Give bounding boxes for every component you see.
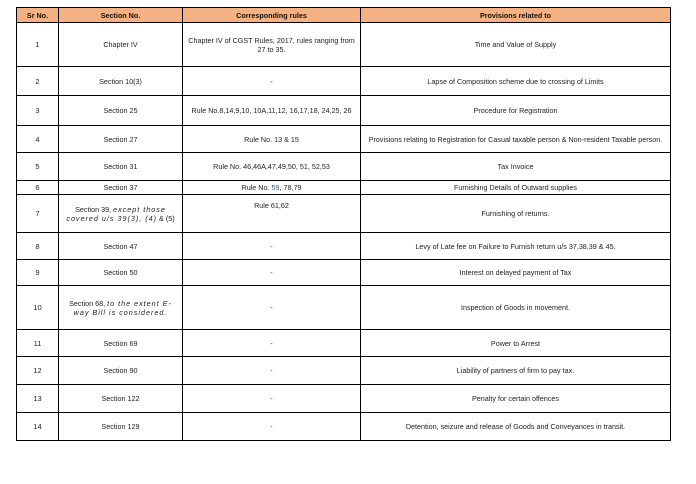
section-cell: [59, 286, 183, 330]
table-row: [17, 330, 671, 357]
sr-cell: 14: [17, 413, 59, 441]
provision-cell: Provisions relating to Registration for Casual taxable person & Non-resident Taxable person.: [361, 126, 671, 153]
rules-cell: -: [183, 286, 361, 330]
provision-cell: Detention, seizure and release of Goods and Conveyances in transit.: [361, 413, 671, 441]
sr-cell: 5: [17, 153, 59, 181]
sr-cell: 4: [17, 126, 59, 153]
table-row: [17, 413, 671, 441]
table-row: [17, 195, 671, 233]
provision-cell: Procedure for Registration: [361, 96, 671, 126]
section-cell: [59, 195, 183, 233]
sr-cell: 6: [17, 181, 59, 195]
table-row: [17, 385, 671, 413]
sr-cell: 9: [17, 260, 59, 286]
section-text: Section 68,: [69, 298, 108, 308]
rules-text: , 78,79: [279, 183, 302, 192]
sr-cell: 12: [17, 357, 59, 385]
provision-cell: Furnishing of returns.: [361, 195, 671, 233]
sr-cell: 13: [17, 385, 59, 413]
provision-cell: Lapse of Composition scheme due to crossing of Limits: [361, 67, 671, 96]
provision-cell: Time and Value of Supply: [361, 23, 671, 67]
table-row: [17, 23, 671, 67]
provision-cell: Liability of partners of firm to pay tax.: [361, 357, 671, 385]
section-cell: Section 122: [59, 385, 183, 413]
rules-cell: -: [183, 357, 361, 385]
rules-cell: [183, 181, 361, 195]
section-qualifier: except those covered u/s 39(3), (4): [66, 204, 166, 223]
table-row: [17, 181, 671, 195]
header-row: [17, 8, 671, 23]
sr-cell: 3: [17, 96, 59, 126]
rules-cell: -: [183, 233, 361, 260]
section-cell: Section 27: [59, 126, 183, 153]
table-row: [17, 286, 671, 330]
table-row: [17, 67, 671, 96]
rules-text: Rule No.: [241, 183, 272, 192]
table-row: [17, 153, 671, 181]
section-text: Section 39,: [75, 204, 114, 214]
section-cell: Section 31: [59, 153, 183, 181]
provision-cell: Power to Arrest: [361, 330, 671, 357]
header-provisions: Provisions related to: [361, 8, 671, 23]
provision-cell: Levy of Late fee on Failure to Furnish return u/s 37,38,39 & 45.: [361, 233, 671, 260]
document-page: [16, 7, 670, 441]
header-corresponding-rules: Corresponding rules: [183, 8, 361, 23]
table-row: [17, 260, 671, 286]
rules-cell: -: [183, 67, 361, 96]
section-qualifier: to the extent E-way Bill is considered.: [73, 298, 172, 317]
provision-cell: Penalty for certain offences: [361, 385, 671, 413]
section-cell: Section 25: [59, 96, 183, 126]
sr-cell: 8: [17, 233, 59, 260]
section-cell: Section 47: [59, 233, 183, 260]
section-cell: Section 129: [59, 413, 183, 441]
rules-cell: Rule 61,62: [183, 195, 361, 233]
rules-cell: -: [183, 385, 361, 413]
section-cell: Section 37: [59, 181, 183, 195]
rules-cell: Chapter IV of CGST Rules, 2017, rules ranging from 27 to 35.: [183, 23, 361, 67]
rules-cell: Rule No.8,14,9,10, 10A,11,12, 16,17,18, 24,25, 26: [183, 96, 361, 126]
table-row: [17, 126, 671, 153]
table-row: [17, 96, 671, 126]
rules-cell: Rule No. 13 & 15: [183, 126, 361, 153]
sr-cell: 7: [17, 195, 59, 233]
section-cell: Section 10(3): [59, 67, 183, 96]
sr-cell: 2: [17, 67, 59, 96]
section-cell: Section 50: [59, 260, 183, 286]
header-sr-no: Sr No.: [17, 8, 59, 23]
rules-cell: Rule No. 46,46A,47,49,50, 51, 52,53: [183, 153, 361, 181]
gst-provisions-table: [16, 7, 671, 441]
rules-cell: -: [183, 260, 361, 286]
rules-cell: -: [183, 413, 361, 441]
section-cell: Chapter IV: [59, 23, 183, 67]
provision-cell: Furnishing Details of Outward supplies: [361, 181, 671, 195]
header-section-no: Section No.: [59, 8, 183, 23]
table-row: [17, 233, 671, 260]
sr-cell: 1: [17, 23, 59, 67]
rules-highlight: 59: [271, 183, 280, 192]
section-cell: Section 90: [59, 357, 183, 385]
sr-cell: 10: [17, 286, 59, 330]
table-row: [17, 357, 671, 385]
section-text: & (5): [157, 213, 175, 223]
sr-cell: 11: [17, 330, 59, 357]
provision-cell: Inspection of Goods in movement.: [361, 286, 671, 330]
section-cell: Section 69: [59, 330, 183, 357]
provision-cell: Interest on delayed payment of Tax: [361, 260, 671, 286]
rules-cell: -: [183, 330, 361, 357]
provision-cell: Tax Invoice: [361, 153, 671, 181]
